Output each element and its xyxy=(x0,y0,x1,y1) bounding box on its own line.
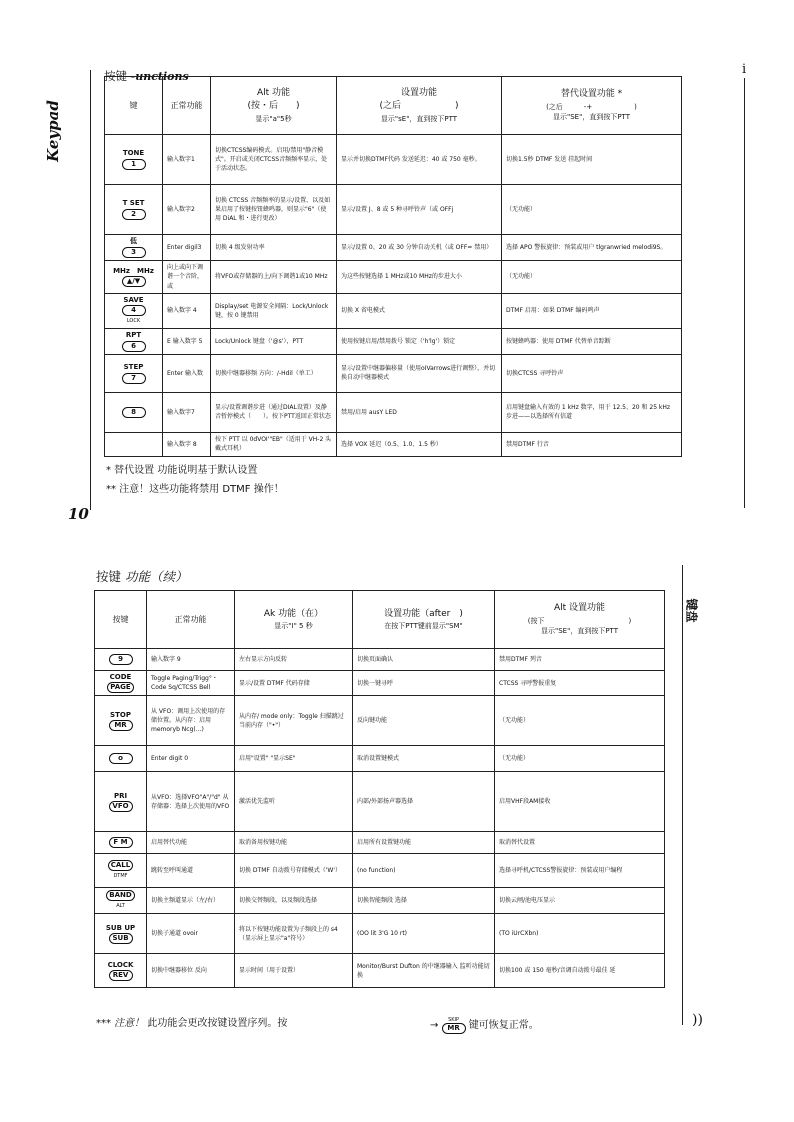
key-cell xyxy=(105,432,163,456)
table-row xyxy=(95,696,665,746)
table-row xyxy=(105,135,682,185)
table-row xyxy=(95,671,665,696)
table-row xyxy=(95,914,665,954)
table-row xyxy=(105,293,682,328)
cell-normal: 输入数字 4 xyxy=(163,293,211,328)
key-cell xyxy=(95,746,147,772)
col-header-alt-setting: 替代设置功能 * (之后 -+ ) 显示"SE"，直到按下PTT xyxy=(502,77,682,135)
footnote-2: ** 注意！这些功能将禁用 DTMF 操作！ xyxy=(106,484,284,495)
key-cell xyxy=(95,649,147,671)
cell-setting: 切换页面确认 xyxy=(353,649,495,671)
key-label: CLOCK xyxy=(107,960,134,969)
cell-normal: 切换主频道显示（左/右） xyxy=(147,888,235,914)
keycap-icon: 6 xyxy=(122,341,146,352)
cell-alt-setting: 启用VHF段AM接收 xyxy=(495,772,665,832)
cell-alt-setting: 启用键盘输入有效的 1 kHz 数字，用于 12.5、20 和 25 kHz 步进——以选择所有信道 xyxy=(502,392,682,432)
right-margin-rule-2 xyxy=(682,565,683,1025)
key-label: SUB UP xyxy=(105,923,136,932)
key-cell xyxy=(105,354,163,392)
key-cell xyxy=(95,696,147,746)
cell-alt: Display/set 电源安全间隔：Lock/Unlock 键，按 0 键禁用 xyxy=(211,293,337,328)
key-label: T SET xyxy=(122,199,145,208)
keycap-icon: PAGE xyxy=(107,682,133,693)
col-header-key: 键 xyxy=(105,77,163,135)
col-header-normal: 正常功能 xyxy=(147,591,235,649)
side-title-keypad: Keypad xyxy=(43,100,62,162)
cell-alt: 显示/设置调谐步进（通过DIAL设置）及静音暂停模式（ ）。按下PTT返回正常状态 xyxy=(211,392,337,432)
cell-alt-setting: 切换CTCSS 寻呼铃声 xyxy=(502,354,682,392)
key-label: TONE xyxy=(122,149,145,158)
cell-setting: 切换智能频段 选择 xyxy=(353,888,495,914)
key-cell xyxy=(95,888,147,914)
cell-setting: 内部/外部扬声器选择 xyxy=(353,772,495,832)
cell-normal: 跳转至呼叫通道 xyxy=(147,854,235,888)
key-cell xyxy=(105,392,163,432)
cell-alt-setting: 切换1.5秒 DTMF 发送 挂起时间 xyxy=(502,135,682,185)
key-label: SAVE xyxy=(123,295,144,304)
cell-normal: 切换中继器移位 反向 xyxy=(147,954,235,988)
cell-setting: (no function) xyxy=(353,854,495,888)
cell-alt-setting: 按键蜂鸣器：使用 DTMF 代替单音踪断 xyxy=(502,328,682,354)
keycap-icon: MR xyxy=(109,720,133,731)
key-label: PRI xyxy=(113,791,128,800)
cell-alt: 启用"设置" "显示SE" xyxy=(235,746,353,772)
cell-normal: 输入数字 9 xyxy=(147,649,235,671)
key-label: 低 xyxy=(130,237,137,246)
key-cell xyxy=(105,328,163,354)
cell-normal: E 输入数字 5 xyxy=(163,328,211,354)
cell-alt: 切换 CTCSS 音频频率的显示/设置，以及如果启用了按键按钮蜂鸣器，则显示"6"（使用 DiAL 和・进行更改） xyxy=(211,185,337,235)
cell-setting: 选择 VOX 延迟（0.5、1.0、1.5 秒） xyxy=(337,432,502,456)
key-cell xyxy=(95,914,147,954)
cell-alt: 左右显示方向反转 xyxy=(235,649,353,671)
cell-alt: Lock/Unlock 键盘（'@s'），PTT xyxy=(211,328,337,354)
table-row xyxy=(105,185,682,235)
right-margin-rule xyxy=(744,78,745,508)
cell-normal: 切换子通道 ovoir xyxy=(147,914,235,954)
key-cell xyxy=(105,293,163,328)
cell-normal: Toggle Paging/Trigg°・ Code Sq/CTCSS Bell xyxy=(147,671,235,696)
key-label: STEP xyxy=(123,363,144,372)
cell-setting: 显示/设置 0、20 或 30 分钟自动关机（或 OFF= 禁用） xyxy=(337,235,502,261)
keycap-icon: CALL xyxy=(108,860,133,871)
cell-setting: (OO lit 3'G 10 rt) xyxy=(353,914,495,954)
key-label: RPT xyxy=(125,331,142,340)
cell-setting: 显示/设置 J、8 或 5 种寻呼铃声（或 OFFj xyxy=(337,185,502,235)
key-cell xyxy=(105,235,163,261)
cell-alt: 切换 DTMF 自动拨号存储模式（'W'） xyxy=(235,854,353,888)
keycap-icon: 4 xyxy=(122,305,146,316)
table-row xyxy=(95,746,665,772)
cell-alt: 激活优先监听 xyxy=(235,772,353,832)
keycap-icon: 7 xyxy=(122,373,146,384)
col-header-alt-setting: Alt 设置功能 (按下 ) 显示"SE"，直到按下PTT xyxy=(495,591,665,649)
cell-alt-setting: （无功能） xyxy=(495,746,665,772)
cell-setting: 使用按键启用/禁用拨号 锁定（'h'lg'）锁定 xyxy=(337,328,502,354)
cell-setting: 禁用/启用 ausY LED xyxy=(337,392,502,432)
cell-alt-setting: DTMF 启用：如果 DTMF 编码鸣声 xyxy=(502,293,682,328)
key-cell xyxy=(95,671,147,696)
cell-alt: 显示/设置 DTMF 代码存储 xyxy=(235,671,353,696)
key-cell xyxy=(105,261,163,294)
footnotes xyxy=(106,461,284,499)
keycap-icon: SUB xyxy=(109,933,133,944)
cell-alt-setting: (TO iUrCXbn) xyxy=(495,914,665,954)
table-header-row xyxy=(105,77,682,135)
cell-setting: 反向键功能 xyxy=(353,696,495,746)
page-end-mark: )) xyxy=(692,1012,703,1028)
cell-alt: 将VFO或存储器的上/向下调谐1或10 MHz xyxy=(211,261,337,294)
cell-setting: 显示并切换DTMF代码 发送延迟：40 或 750 毫秒。 xyxy=(337,135,502,185)
cell-setting: 切换 X 省电模式 xyxy=(337,293,502,328)
cell-alt: 显示时间（用于设置） xyxy=(235,954,353,988)
key-label: STOP xyxy=(110,710,131,719)
cell-alt: 切换 4 级发射功率 xyxy=(211,235,337,261)
footnote-1: * 替代设置 功能说明基于默认设置 xyxy=(106,465,258,476)
table-row xyxy=(105,354,682,392)
col-header-setting: 设置功能 (之后 ) 显示"sE"，直到按下PTT xyxy=(337,77,502,135)
col-header-normal: 正常功能 xyxy=(163,77,211,135)
key-cell xyxy=(95,954,147,988)
table-row xyxy=(95,888,665,914)
cell-normal: 从 VFO：调用上次使用的存储位置。从内存：启用 memoryb Ncg(...) xyxy=(147,696,235,746)
key-cell xyxy=(95,854,147,888)
key-cell xyxy=(95,772,147,832)
keycap-icon: 8 xyxy=(122,407,146,418)
cell-alt: 取消备用按键功能 xyxy=(235,832,353,854)
cell-alt: 切换交替频段，以及频段选择 xyxy=(235,888,353,914)
corner-mark: i xyxy=(742,62,747,77)
table-row xyxy=(95,832,665,854)
keycap-icon: F M xyxy=(109,837,133,848)
cell-normal: 从VFO：选择VFO"A"/"d" 从存储器：选择上次使用的VFO xyxy=(147,772,235,832)
cell-alt-setting: （无功能） xyxy=(502,185,682,235)
cell-alt-setting: 切换云闸/池电压显示 xyxy=(495,888,665,914)
cell-alt-setting: 选择 APO 警报旋律：预装或用户 tlgranwried melodi9S。 xyxy=(502,235,682,261)
key-label: MHz MHz xyxy=(113,266,154,275)
footnote-3: *** 注意！ 此功能会更改按键设置序列。按 xyxy=(96,1018,288,1029)
key-functions-table-2 xyxy=(94,590,665,988)
footnote-3-tail: → SKIP MR 键可恢复正常。 xyxy=(430,1016,539,1032)
key-label: CODE xyxy=(109,673,132,681)
table-row xyxy=(95,772,665,832)
section-title-en: -unctions xyxy=(130,70,189,83)
table-row xyxy=(105,328,682,354)
keycap-icon: 1 xyxy=(122,159,146,170)
cell-alt-setting: 切换100 或 150 毫秒/音调自动拨号最佳 延 xyxy=(495,954,665,988)
cell-normal: 输入数字1 xyxy=(163,135,211,185)
cell-alt: 从内存/ mode only：Toggle 扫描跳过当前内存（"•"） xyxy=(235,696,353,746)
cell-setting: 取消设置键模式 xyxy=(353,746,495,772)
key-cell xyxy=(95,832,147,854)
table-row xyxy=(95,649,665,671)
col-header-alt: Alt 功能 (按・后 ) 显示"a"5秒 xyxy=(211,77,337,135)
cell-alt-setting: （无功能） xyxy=(502,261,682,294)
key-cell xyxy=(105,185,163,235)
col-header-setting: 设置功能（after ) 在按下PTT键前显示"SM" xyxy=(353,591,495,649)
cell-normal: 向上或向下调谐一个音阶，或 xyxy=(163,261,211,294)
cell-alt-setting: 选择寻呼机/CTCSS警报旋律：预装或用户编程 xyxy=(495,854,665,888)
table-row xyxy=(95,954,665,988)
cell-normal: 启用替代功能 xyxy=(147,832,235,854)
section-title-2: 按键 功能（续） xyxy=(96,569,188,584)
keycap-icon: 9 xyxy=(109,654,133,665)
key-label: LOCK xyxy=(126,318,141,325)
table-row xyxy=(95,854,665,888)
cell-alt-setting: 禁用DTMF 行音 xyxy=(502,432,682,456)
cell-alt: 按下 PTT 以 0dVOI'"EB"（适用于 VH-2 头戴式耳机） xyxy=(211,432,337,456)
cell-alt: 切换中继器移频 方向：/-Hdil（单工） xyxy=(211,354,337,392)
keycap-icon: 2 xyxy=(122,209,146,220)
cell-normal: 输入数字7 xyxy=(163,392,211,432)
cell-setting: Monitor/Burst Dufton 的中继器输入 监听功能切换 xyxy=(353,954,495,988)
cell-normal: Enter digit 0 xyxy=(147,746,235,772)
key-label: ALT xyxy=(116,903,125,910)
cell-alt-setting: 取消替代设置 xyxy=(495,832,665,854)
cell-setting: 切换一键寻呼 xyxy=(353,671,495,696)
key-functions-table-1 xyxy=(104,76,682,457)
cell-normal: Enter 输入数 xyxy=(163,354,211,392)
table-header-row xyxy=(95,591,665,649)
table-row xyxy=(105,261,682,294)
keycap-icon: 3 xyxy=(122,247,146,258)
cell-alt-setting: CTCSS 寻呼警报重复 xyxy=(495,671,665,696)
col-header-key: 按键 xyxy=(95,591,147,649)
cell-alt: 切换CTCSS编码模式。启用/禁用"静音模式"。开启或关闭CTCSS音频频率显示，处于活动状态。 xyxy=(211,135,337,185)
page-number: 10 xyxy=(68,505,89,523)
keycap-icon: REV xyxy=(109,970,133,981)
keycap-icon: ▲/▼ xyxy=(122,276,146,287)
mr-key-icon: SKIP MR xyxy=(442,1017,466,1034)
table-row xyxy=(105,235,682,261)
col-header-alt: Ak 功能（在） 显示"I" 5 秒 xyxy=(235,591,353,649)
cell-setting: 为这些按键选择 1 MHz或10 MHz的步进大小 xyxy=(337,261,502,294)
section-title-cn: 按键 xyxy=(104,69,127,83)
left-margin-rule xyxy=(90,70,91,510)
key-label: DTMF xyxy=(113,873,128,880)
side-title-keypad-cn: 键盘 xyxy=(684,598,699,623)
cell-alt: 将以下按键功能设置为子频段上的 s4（显示屏上显示"a"符号） xyxy=(235,914,353,954)
cell-normal: 输入数字 8 xyxy=(163,432,211,456)
cell-alt-setting: 禁用DTMF 列音 xyxy=(495,649,665,671)
key-cell xyxy=(105,135,163,185)
keycap-icon: BAND xyxy=(106,890,134,901)
cell-setting: 启用所有设置键功能 xyxy=(353,832,495,854)
cell-alt-setting: （无功能） xyxy=(495,696,665,746)
keycap-icon: VFO xyxy=(109,801,133,812)
cell-normal: 输入数字2 xyxy=(163,185,211,235)
table-row xyxy=(105,432,682,456)
cell-normal: Enter digil3 xyxy=(163,235,211,261)
keycap-icon: o xyxy=(109,753,133,764)
cell-setting: 显示/设置中继器偏移量（使用oIVarrows进行调整），并切换自动中继器模式 xyxy=(337,354,502,392)
table-row xyxy=(105,392,682,432)
